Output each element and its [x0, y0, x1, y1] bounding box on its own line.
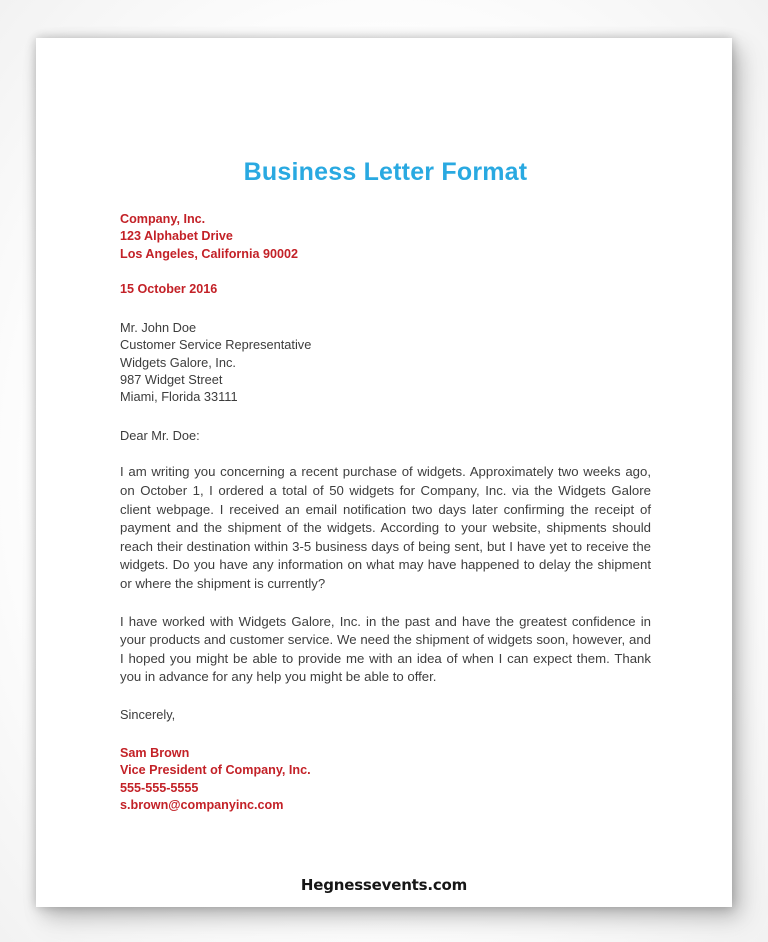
recipient-title-line: Customer Service Representative [120, 337, 312, 353]
body-paragraph-2: I have worked with Widgets Galore, Inc. in the past and have the greatest confidence in your products and customer service. We need the shipment of widgets soon, however, and I hoped you might be able to provide me with an idea of when I can expect them. Thank you in advance for any help you might be able to offer. [120, 613, 651, 685]
signature-email-line: s.brown@companyinc.com [120, 798, 284, 813]
sender-address-block [120, 211, 651, 263]
sender-street-line: 123 Alphabet Drive [120, 229, 233, 244]
sender-city-line: Los Angeles, California 90002 [120, 246, 299, 261]
recipient-company-line: Widgets Galore, Inc. [120, 354, 236, 370]
page-title: Business Letter Format [243, 158, 528, 186]
signature-phone-line: 555-555-5555 [120, 780, 199, 795]
letter-date: 15 October 2016 [120, 281, 218, 296]
recipient-name-line: Mr. John Doe [120, 320, 197, 336]
signature-block [120, 745, 651, 814]
recipient-address-block [120, 319, 651, 405]
letter-sheet [36, 38, 732, 907]
signature-title-line: Vice President of Company, Inc. [120, 763, 311, 778]
body-paragraph-1: I am writing you concerning a recent purchase of widgets. Approximately two weeks ago, on October 1, I ordered a total of 50 widgets for Company, Inc. via the Widgets Galore client webpage. I received an email notification two days later confirming the receipt of payment and the shipment of the widgets. According to your website, shipments should reach their destination within 3-5 business days of being sent, but I have yet to receive the widgets. Do you have any information on what may have happened to delay the shipment or where the shipment is currently? [120, 464, 651, 591]
footer-site-name: Hegnessevents.com [300, 876, 468, 894]
sender-company-line: Company, Inc. [120, 212, 206, 226]
recipient-city-line: Miami, Florida 33111 [120, 389, 238, 404]
recipient-street-line: 987 Widget Street [120, 371, 223, 387]
closing-line: Sincerely, [120, 706, 176, 722]
salutation: Dear Mr. Doe: [120, 428, 200, 444]
signature-name-line: Sam Brown [120, 746, 190, 761]
